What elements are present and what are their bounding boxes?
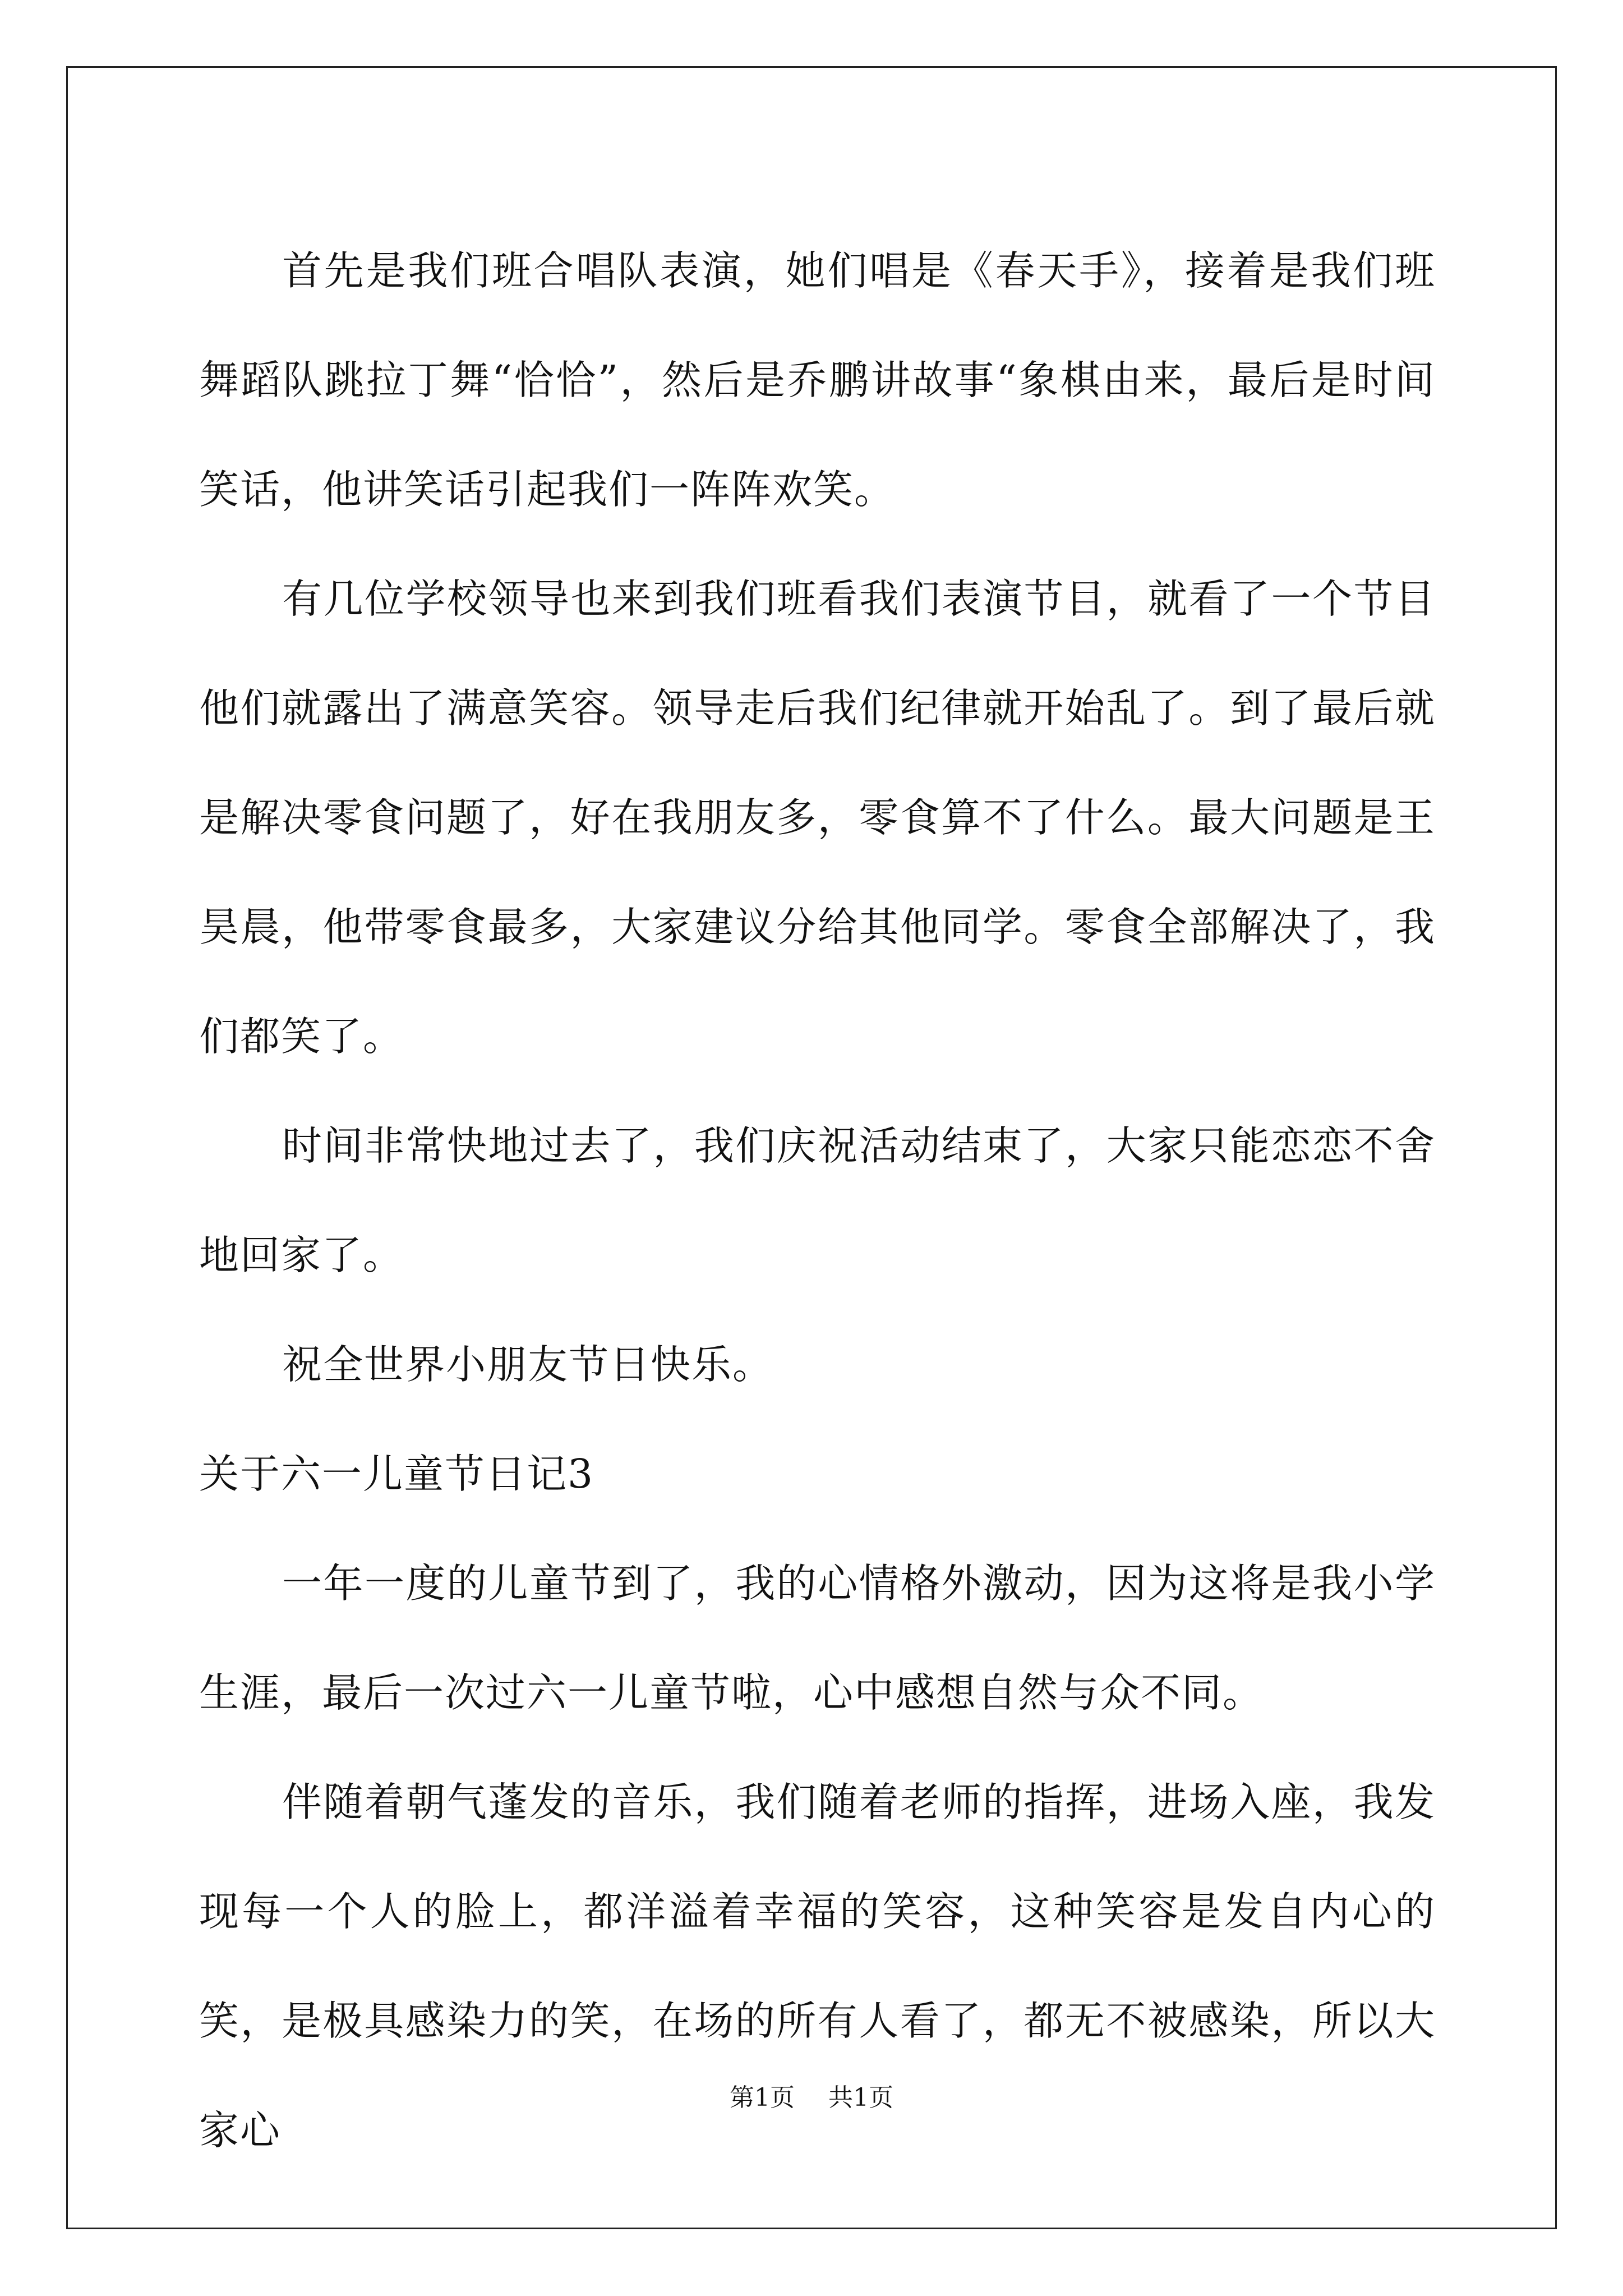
section-title: 关于六一儿童节日记3 [199, 1451, 594, 1497]
document-body [199, 216, 1436, 2185]
paragraph-1: 首先是我们班合唱队表演，她们唱是《春天手》，接着是我们班舞蹈队跳拉丁舞“恰恰”，然后是乔鹏讲故事“象棋由来，最后是时间笑话，他讲笑话引起我们一阵阵欢笑。 [199, 247, 1436, 513]
page-total: 共1页 [828, 2083, 893, 2112]
paragraph-2: 有几位学校领导也来到我们班看我们表演节目，就看了一个节目他们就露出了满意笑容。领导走后我们纪律就开始乱了。到了最后就是解决零食问题了，好在我朋友多，零食算不了什么。最大问题是王昊晨，他带零食最多，大家建议分给其他同学。零食全部解决了，我们都笑了。 [199, 576, 1436, 1060]
paragraph-4: 祝全世界小朋友节日快乐。 [282, 1341, 774, 1388]
page-footer [0, 2081, 1623, 2115]
paragraph-6: 伴随着朝气蓬发的音乐，我们随着老师的指挥，进场入座，我发现每一个人的脸上，都洋溢着幸福的笑容，这种笑容是发自内心的笑，是极具感染力的笑，在场的所有人看了，都无不被感染，所以大家心 [199, 1779, 1436, 2154]
paragraph-3: 时间非常快地过去了，我们庆祝活动结束了，大家只能恋恋不舍地回家了。 [199, 1122, 1436, 1278]
page-number: 第1页 [730, 2083, 795, 2112]
paragraph-5: 一年一度的儿童节到了，我的心情格外激动，因为这将是我小学生涯，最后一次过六一儿童节啦，心中感想自然与众不同。 [199, 1560, 1436, 1716]
